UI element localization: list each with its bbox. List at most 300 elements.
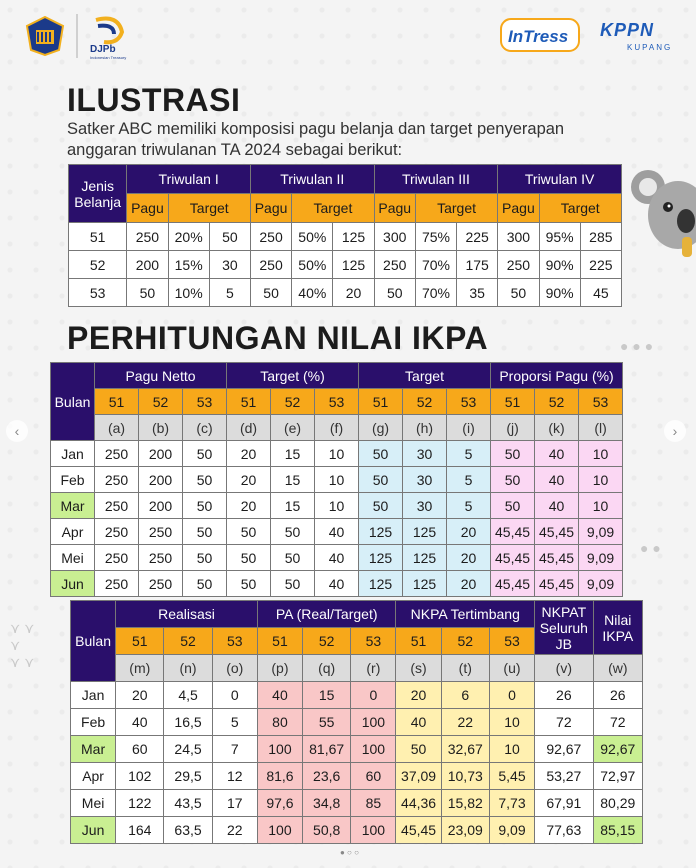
table-cell: 37,09 [396,763,441,790]
code-header: 51 [396,628,441,655]
table-cell: 50 [127,279,168,307]
bulan-header: Bulan [71,601,116,682]
table-row [51,571,623,597]
table-cell: 5 [212,709,257,736]
logo-divider [76,14,78,58]
previous-slide-button[interactable]: ‹ [6,420,28,442]
table-cell: 250 [250,251,291,279]
table-cell: 26 [535,682,594,709]
table-cell: 300 [498,223,539,251]
bird-tracks-icon: ⋎ ⋎ ⋎ ⋎ ⋎ [10,620,35,670]
table-cell: 80 [257,709,302,736]
code-header: 52 [535,389,579,415]
pagu-header: Pagu [127,194,168,223]
code-header: 53 [351,628,396,655]
table-cell: 125 [359,545,403,571]
table-cell: 50% [292,223,333,251]
table-cell: 23,6 [303,763,351,790]
table-cell: 100 [351,736,396,763]
table-cell: 70% [415,279,456,307]
table-cell: 5 [209,279,250,307]
table-cell: 80,29 [593,790,642,817]
table-cell: 40 [116,709,164,736]
letter-header: (g) [359,415,403,441]
table-cell: 63,5 [164,817,212,844]
table-cell: 67,91 [535,790,594,817]
table-cell: 50,8 [303,817,351,844]
nilai-ikpa-header: Nilai IKPA [593,601,642,655]
code-header: 52 [139,389,183,415]
table-cell: 20 [396,682,441,709]
code-header: 51 [359,389,403,415]
month-cell: Apr [71,763,116,790]
table-cell: 200 [127,251,168,279]
table-cell: 92,67 [535,736,594,763]
letter-header: (r) [351,655,396,682]
table-cell: 81,6 [257,763,302,790]
table-cell: 95% [539,223,580,251]
letter-header: (e) [271,415,315,441]
month-cell: Jan [51,441,95,467]
table-cell: 72 [593,709,642,736]
pagu-header: Pagu [374,194,415,223]
table-cell: 32,67 [441,736,489,763]
kemenkeu-logo-icon [24,16,66,56]
table-cell: 55 [303,709,351,736]
table-cell: 20 [227,467,271,493]
group-header: NKPA Tertimbang [396,601,535,628]
table-cell: 85,15 [593,817,642,844]
letter-header: (s) [396,655,441,682]
table-row [69,279,622,307]
code-header: 52 [441,628,489,655]
table-cell: 45 [580,279,621,307]
table-cell: 40 [535,467,579,493]
table-cell: 250 [498,251,539,279]
table-row [71,763,643,790]
letter-header: (l) [579,415,623,441]
table-cell: 81,67 [303,736,351,763]
table-cell: 225 [580,251,621,279]
table-cell: 50 [183,571,227,597]
code-header: 52 [403,389,447,415]
group-header: Target [359,363,491,389]
table-cell: 250 [250,223,291,251]
next-slide-button[interactable]: › [664,420,686,442]
table-cell: 97,6 [257,790,302,817]
table-cell: 85 [351,790,396,817]
code-header: 53 [315,389,359,415]
table-cell: 5 [447,467,491,493]
ikpa-table [70,600,643,844]
table-cell: 10,73 [441,763,489,790]
jenis-belanja-header: Jenis Belanja [69,165,127,223]
letter-header: (u) [489,655,534,682]
month-cell: Jun [51,571,95,597]
group-header: PA (Real/Target) [257,601,396,628]
table-row [71,817,643,844]
table-cell: 10 [579,467,623,493]
quarter-header: Triwulan IV [498,165,622,194]
letter-header: (v) [535,655,594,682]
table-cell: 22 [441,709,489,736]
table-cell: 100 [257,817,302,844]
table-cell: 0 [351,682,396,709]
table-cell: 200 [139,467,183,493]
table-cell: 40 [535,441,579,467]
table-cell: 15 [271,441,315,467]
table-cell: 50% [292,251,333,279]
table-cell: 50 [491,441,535,467]
table-cell: 40% [292,279,333,307]
table-cell: 43,5 [164,790,212,817]
table-cell: 100 [351,709,396,736]
kppn-label: KPPN [600,20,655,40]
table-cell: 15,82 [441,790,489,817]
table-cell: 40 [257,682,302,709]
month-cell: Mei [71,790,116,817]
letter-header: (a) [95,415,139,441]
group-header: Target (%) [227,363,359,389]
table-cell: 6 [441,682,489,709]
table-cell: 92,67 [593,736,642,763]
table-cell: 50 [359,441,403,467]
table-cell: 50 [359,493,403,519]
table-cell: 20 [447,545,491,571]
table-cell: 34,8 [303,790,351,817]
table-cell: 0 [212,682,257,709]
table-cell: 200 [139,493,183,519]
month-cell: Mar [71,736,116,763]
table-cell: 50 [374,279,415,307]
letter-header: (h) [403,415,447,441]
table-cell: 250 [374,251,415,279]
table-cell: 50 [250,279,291,307]
table-cell: 125 [359,519,403,545]
table-row [71,736,643,763]
table-cell: 9,09 [489,817,534,844]
table-cell: 50 [359,467,403,493]
table-cell: 15 [271,467,315,493]
letter-row [71,655,643,682]
month-cell: Mar [51,493,95,519]
table-cell: 50 [491,467,535,493]
table-row [51,467,623,493]
intress-logo-icon [500,18,580,52]
code-header: 52 [164,628,212,655]
table-cell: 5,45 [489,763,534,790]
table-cell: 50 [227,519,271,545]
table-cell: 72,97 [593,763,642,790]
table-cell: 0 [489,682,534,709]
target-proportion-table [50,362,623,597]
table-cell: 35 [457,279,498,307]
table-cell: 175 [457,251,498,279]
table-cell: 53 [69,279,127,307]
paw-prints-icon: ● ● [640,540,661,556]
table-row [71,682,643,709]
calculation-title: PERHITUNGAN NILAI IKPA [67,320,489,356]
table-cell: 125 [333,251,374,279]
letter-header: (b) [139,415,183,441]
table-cell: 164 [116,817,164,844]
month-cell: Feb [71,709,116,736]
table-row [69,223,622,251]
table-cell: 300 [374,223,415,251]
letter-header: (w) [593,655,642,682]
table-cell: 10 [489,709,534,736]
table-cell: 17 [212,790,257,817]
month-cell: Apr [51,519,95,545]
target-proportion-body [51,441,623,597]
koala-mascot-icon [628,165,696,257]
code-header: 51 [257,628,302,655]
budget-table [68,164,622,307]
table-row [71,709,643,736]
table-cell: 45,45 [491,545,535,571]
table-cell: 125 [403,545,447,571]
table-cell: 77,63 [535,817,594,844]
table-cell: 45,45 [491,519,535,545]
table-cell: 50 [227,571,271,597]
table-cell: 5 [447,441,491,467]
code-header: 51 [95,389,139,415]
table-cell: 20 [447,519,491,545]
table-cell: 60 [351,763,396,790]
code-header: 52 [303,628,351,655]
table-cell: 50 [271,571,315,597]
table-cell: 7,73 [489,790,534,817]
intress-label: InTress [508,27,569,46]
table-cell: 125 [359,571,403,597]
table-cell: 125 [403,571,447,597]
table-cell: 20 [227,493,271,519]
table-cell: 45,45 [535,519,579,545]
target-header: Target [292,194,374,223]
letter-header: (n) [164,655,212,682]
code-header: 53 [447,389,491,415]
table-cell: 60 [116,736,164,763]
code-header: 52 [271,389,315,415]
code-header: 53 [183,389,227,415]
table-cell: 40 [535,493,579,519]
table-cell: 29,5 [164,763,212,790]
letter-header: (j) [491,415,535,441]
table-row [51,545,623,571]
table-row [51,519,623,545]
table-cell: 100 [257,736,302,763]
carousel-dots[interactable]: ● ○ ○ [340,848,359,857]
bulan-header: Bulan [51,363,95,441]
table-row [51,493,623,519]
table-cell: 100 [351,817,396,844]
letter-row [51,415,623,441]
table-cell: 40 [315,519,359,545]
table-cell: 50 [183,545,227,571]
letter-header: (f) [315,415,359,441]
djpb-sub-label: Indonesian Treasury [90,55,127,60]
table-cell: 44,36 [396,790,441,817]
table-cell: 10 [315,467,359,493]
table-row [69,251,622,279]
letter-header: (c) [183,415,227,441]
table-cell: 50 [209,223,250,251]
table-cell: 51 [69,223,127,251]
table-cell: 72 [535,709,594,736]
table-cell: 50 [396,736,441,763]
table-cell: 50 [498,279,539,307]
table-cell: 250 [95,545,139,571]
table-cell: 250 [95,519,139,545]
quarter-header: Triwulan II [250,165,374,194]
month-cell: Mei [51,545,95,571]
table-cell: 50 [183,493,227,519]
table-cell: 50 [183,519,227,545]
code-header: 53 [489,628,534,655]
table-cell: 15% [168,251,209,279]
illustration-title: ILUSTRASI [67,82,241,118]
table-cell: 30 [403,493,447,519]
table-cell: 50 [271,519,315,545]
table-cell: 45,45 [535,571,579,597]
pagu-header: Pagu [250,194,291,223]
table-cell: 50 [271,545,315,571]
target-header: Target [168,194,250,223]
table-cell: 23,09 [441,817,489,844]
table-cell: 9,09 [579,519,623,545]
quarter-header: Triwulan I [127,165,251,194]
group-header: Realisasi [116,601,258,628]
table-cell: 10 [315,493,359,519]
table-cell: 250 [95,493,139,519]
target-header: Target [415,194,497,223]
table-cell: 20 [227,441,271,467]
table-cell: 90% [539,251,580,279]
ikpa-body [71,682,643,844]
table-cell: 285 [580,223,621,251]
table-cell: 125 [333,223,374,251]
table-cell: 30 [209,251,250,279]
letter-header: (q) [303,655,351,682]
table-cell: 9,09 [579,545,623,571]
month-cell: Jan [71,682,116,709]
letter-header: (i) [447,415,491,441]
table-cell: 30 [403,467,447,493]
table-cell: 45,45 [535,545,579,571]
nkpat-header: NKPAT Seluruh JB [535,601,594,655]
code-header: 51 [491,389,535,415]
table-cell: 20 [447,571,491,597]
table-cell: 10 [315,441,359,467]
table-cell: 10 [489,736,534,763]
letter-header: (t) [441,655,489,682]
table-row [71,790,643,817]
table-cell: 75% [415,223,456,251]
letter-header: (m) [116,655,164,682]
table-cell: 10 [579,441,623,467]
table-cell: 90% [539,279,580,307]
table-cell: 40 [315,545,359,571]
table-cell: 7 [212,736,257,763]
code-header: 53 [212,628,257,655]
table-row [51,441,623,467]
table-cell: 50 [183,467,227,493]
table-cell: 26 [593,682,642,709]
table-cell: 200 [139,441,183,467]
table-cell: 20 [116,682,164,709]
table-cell: 70% [415,251,456,279]
table-cell: 50 [183,441,227,467]
code-header: 51 [227,389,271,415]
table-cell: 50 [227,545,271,571]
table-cell: 40 [315,571,359,597]
table-cell: 20% [168,223,209,251]
table-cell: 16,5 [164,709,212,736]
table-cell: 5 [447,493,491,519]
table-cell: 45,45 [491,571,535,597]
code-header: 53 [579,389,623,415]
table-cell: 250 [127,223,168,251]
paw-prints-icon: ● ● ● [620,338,654,354]
table-cell: 20 [333,279,374,307]
letter-header: (o) [212,655,257,682]
table-cell: 15 [303,682,351,709]
kupang-label: KUPANG [627,43,673,52]
table-cell: 53,27 [535,763,594,790]
table-cell: 10% [168,279,209,307]
group-header: Pagu Netto [95,363,227,389]
letter-header: (p) [257,655,302,682]
table-cell: 45,45 [396,817,441,844]
quarter-header: Triwulan III [374,165,498,194]
table-cell: 250 [139,545,183,571]
table-cell: 30 [403,441,447,467]
code-row [51,389,623,415]
table-cell: 250 [139,571,183,597]
djpb-label: DJPb [90,44,116,55]
table-cell: 250 [95,441,139,467]
table-cell: 250 [139,519,183,545]
month-cell: Feb [51,467,95,493]
table-cell: 250 [95,467,139,493]
target-header: Target [539,194,622,223]
table-cell: 9,09 [579,571,623,597]
table-cell: 50 [491,493,535,519]
table-cell: 40 [396,709,441,736]
illustration-intro: Satker ABC memiliki komposisi pagu belanja dan target penyerapan anggaran triwulanan TA 2024 sebagai berikut: [67,120,565,159]
month-cell: Jun [71,817,116,844]
table-cell: 122 [116,790,164,817]
header [0,0,696,70]
letter-header: (d) [227,415,271,441]
code-header: 51 [116,628,164,655]
budget-table-body [69,223,622,307]
table-cell: 24,5 [164,736,212,763]
letter-header: (k) [535,415,579,441]
table-cell: 4,5 [164,682,212,709]
table-cell: 52 [69,251,127,279]
table-cell: 15 [271,493,315,519]
table-cell: 225 [457,223,498,251]
table-cell: 10 [579,493,623,519]
table-cell: 12 [212,763,257,790]
group-header: Proporsi Pagu (%) [491,363,623,389]
table-cell: 102 [116,763,164,790]
table-cell: 250 [95,571,139,597]
table-cell: 22 [212,817,257,844]
table-cell: 125 [403,519,447,545]
pagu-header: Pagu [498,194,539,223]
